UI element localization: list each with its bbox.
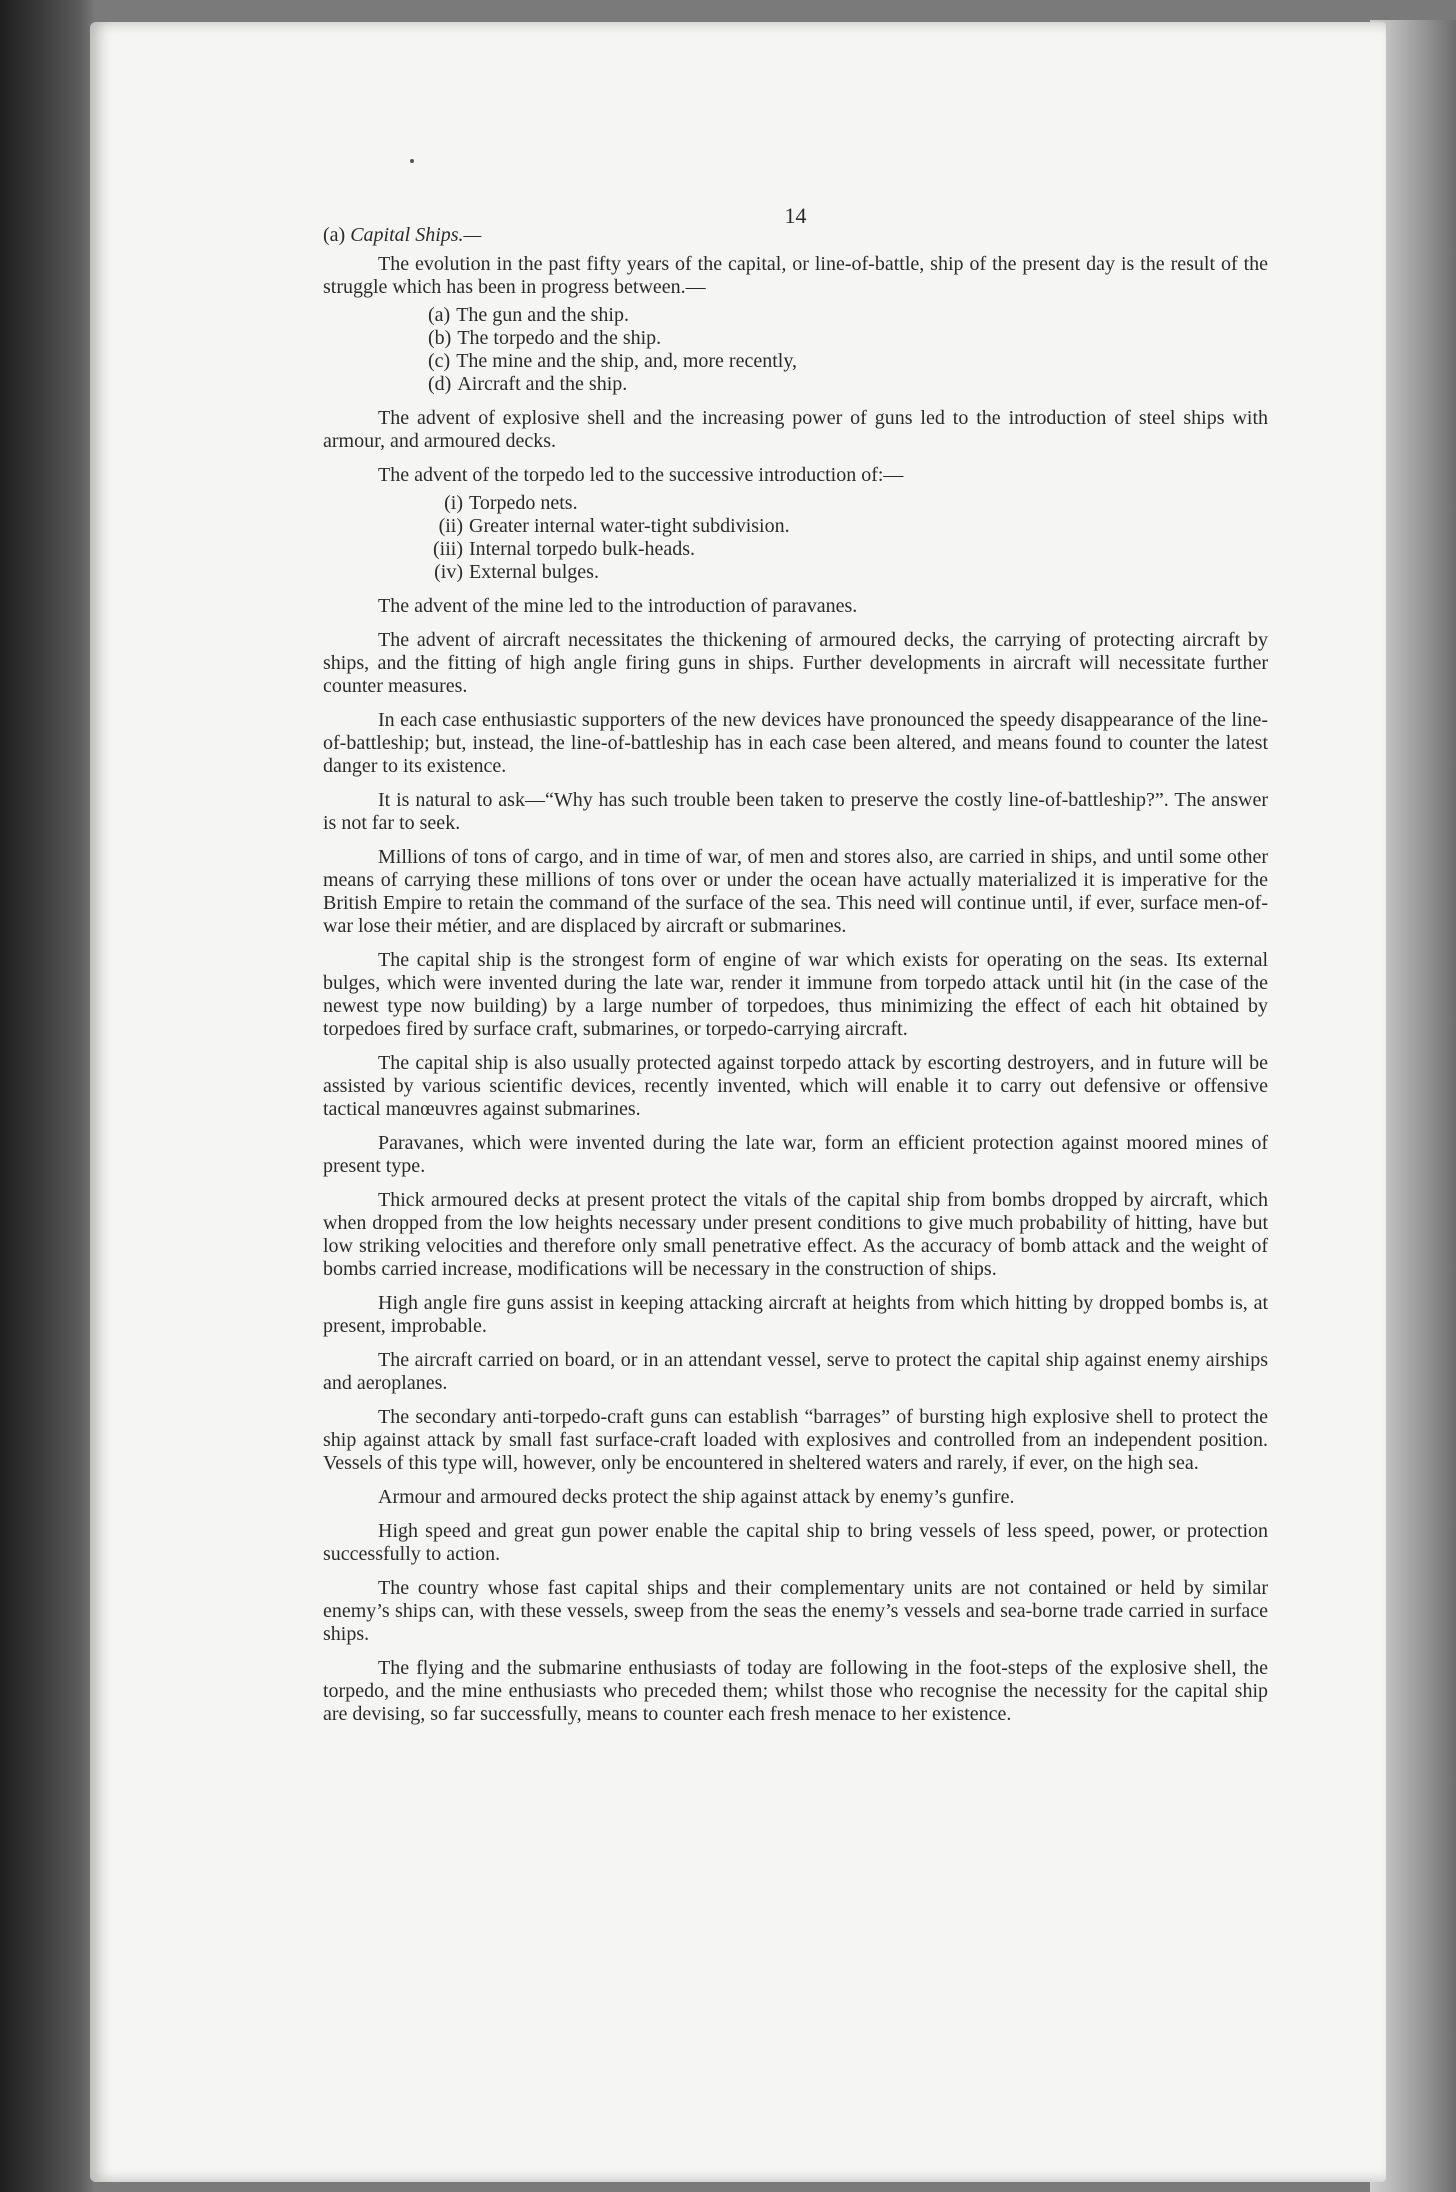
struggle-list [323,304,1268,396]
list-text: The gun and the ship. [456,304,629,326]
paragraph: The advent of aircraft necessitates the thickening of armoured decks, the carrying of protecting aircraft by ships, and the fitting of high angle firing guns in ships. Further developments in aircraft will necessitate further counter measures. [323,629,1268,697]
paragraph: Thick armoured decks at present protect the vitals of the capital ship from bombs dropped by aircraft, which when dropped from the low heights necessary under present conditions to give much probability of hitting, have but low striking velocities and therefore only small penetrative effect. As the accuracy of bomb attack and the weight of bombs carried increase, modifications will be necessary in the construction of ships. [323,1189,1268,1280]
list-item [323,304,1268,327]
paragraph: The capital ship is the strongest form of engine of war which exists for operating on the seas. Its external bulges, which were invented during the late war, render it immune from torpedo attack until hit (in the case of the newest type now building) by a large number of torpedoes, thus minimizing the effect of each hit obtained by torpedoes fired by surface craft, submarines, or torpedo-carrying aircraft. [323,949,1268,1040]
paragraph: The secondary anti-torpedo-craft guns can establish “barrages” of bursting high explosive shell to protect the ship against attack by small fast surface-craft loaded with explosives and controlled from an independent position. Vessels of this type will, however, only be encountered in sheltered waters and rarely, if ever, on the high sea. [323,1406,1268,1474]
shell-paragraph: The advent of explosive shell and the increasing power of guns led to the introduction of steel ships with armour, and armoured decks. [323,407,1268,452]
list-marker: (iii) [433,538,463,560]
list-text: Aircraft and the ship. [457,373,628,395]
list-text: Greater internal water-tight subdivision. [469,515,790,537]
paragraph: The advent of the mine led to the introduction of paravanes. [378,595,858,617]
list-marker: (b) [428,327,452,349]
paragraph: In each case enthusiastic supporters of the new devices have pronounced the speedy disappearance of the line-of-battleship; but, instead, the line-of-battleship has in each case been altered, and means found to counter the latest danger to its existence. [323,709,1268,777]
list-marker: (d) [428,373,452,395]
list-item [323,515,1268,538]
list-item [323,373,1268,396]
paragraph: High speed and great gun power enable the capital ship to bring vessels of less speed, power, or protection successfully to action. [323,1520,1268,1565]
list-item [323,327,1268,350]
list-marker: (i) [444,492,463,514]
paragraph: The capital ship is also usually protected against torpedo attack by escorting destroyers, and in future will be assisted by various scientific devices, recently invented, which will enable it to carry out defensive or offensive tactical manœuvres against submarines. [323,1052,1268,1120]
list-text: Internal torpedo bulk-heads. [469,538,696,560]
page-number: 14 [784,203,807,228]
list-item [323,492,1268,515]
scan-speck [410,159,414,163]
intro-paragraph: The evolution in the past fifty years of the capital, or line-of-battle, ship of the present day is the result of the struggle which has been in progress between.— [323,253,1268,298]
list-marker: (iv) [434,561,463,583]
paragraph: The flying and the submarine enthusiasts of today are following in the foot-steps of the explosive shell, the torpedo, and the mine enthusiasts who preceded them; whilst those who recognise the necessity for the capital ship are devising, so far successfully, means to counter each fresh menace to her existence. [323,1657,1268,1725]
list-marker: (ii) [438,515,463,537]
document-body [323,204,1268,1737]
section-title: Capital Ships.— [350,224,482,246]
paragraph: The aircraft carried on board, or in an attendant vessel, serve to protect the capital ship against enemy airships and aeroplanes. [323,1349,1268,1394]
list-item [323,561,1268,584]
section-marker: (a) [323,224,346,246]
paragraph: Armour and armoured decks protect the ship against attack by enemy’s gunfire. [378,1486,1015,1508]
list-text: Torpedo nets. [469,492,578,514]
paragraph: Paravanes, which were invented during the late war, form an efficient protection against moored mines of present type. [323,1132,1268,1177]
list-text: The mine and the ship, and, more recently, [456,350,798,372]
list-item [323,538,1268,561]
paragraph: It is natural to ask—“Why has such trouble been taken to preserve the costly line-of-battleship?”. The answer is not far to seek. [323,789,1268,834]
paragraph: The country whose fast capital ships and their complementary units are not contained or held by similar enemy’s ships can, with these vessels, sweep from the seas the enemy’s vessels and sea-borne trade carried in surface ships. [323,1577,1268,1645]
list-text: External bulges. [469,561,599,583]
torpedo-paragraph: The advent of the torpedo led to the successive introduction of:— [378,464,904,486]
torpedo-measures-list [323,492,1268,584]
list-marker: (c) [428,350,451,372]
list-marker: (a) [428,304,451,326]
list-item [323,350,1268,373]
paragraph: High angle fire guns assist in keeping attacking aircraft at heights from which hitting by dropped bombs is, at present, improbable. [323,1292,1268,1337]
paragraph: Millions of tons of cargo, and in time of war, of men and stores also, are carried in ships, and until some other means of carrying these millions of tons over or under the ocean have actually materialized it is imperative for the British Empire to retain the command of the surface of the sea. This need will continue until, if ever, surface men-of-war lose their métier, and are displaced by aircraft or submarines. [323,846,1268,937]
list-text: The torpedo and the ship. [457,327,662,349]
